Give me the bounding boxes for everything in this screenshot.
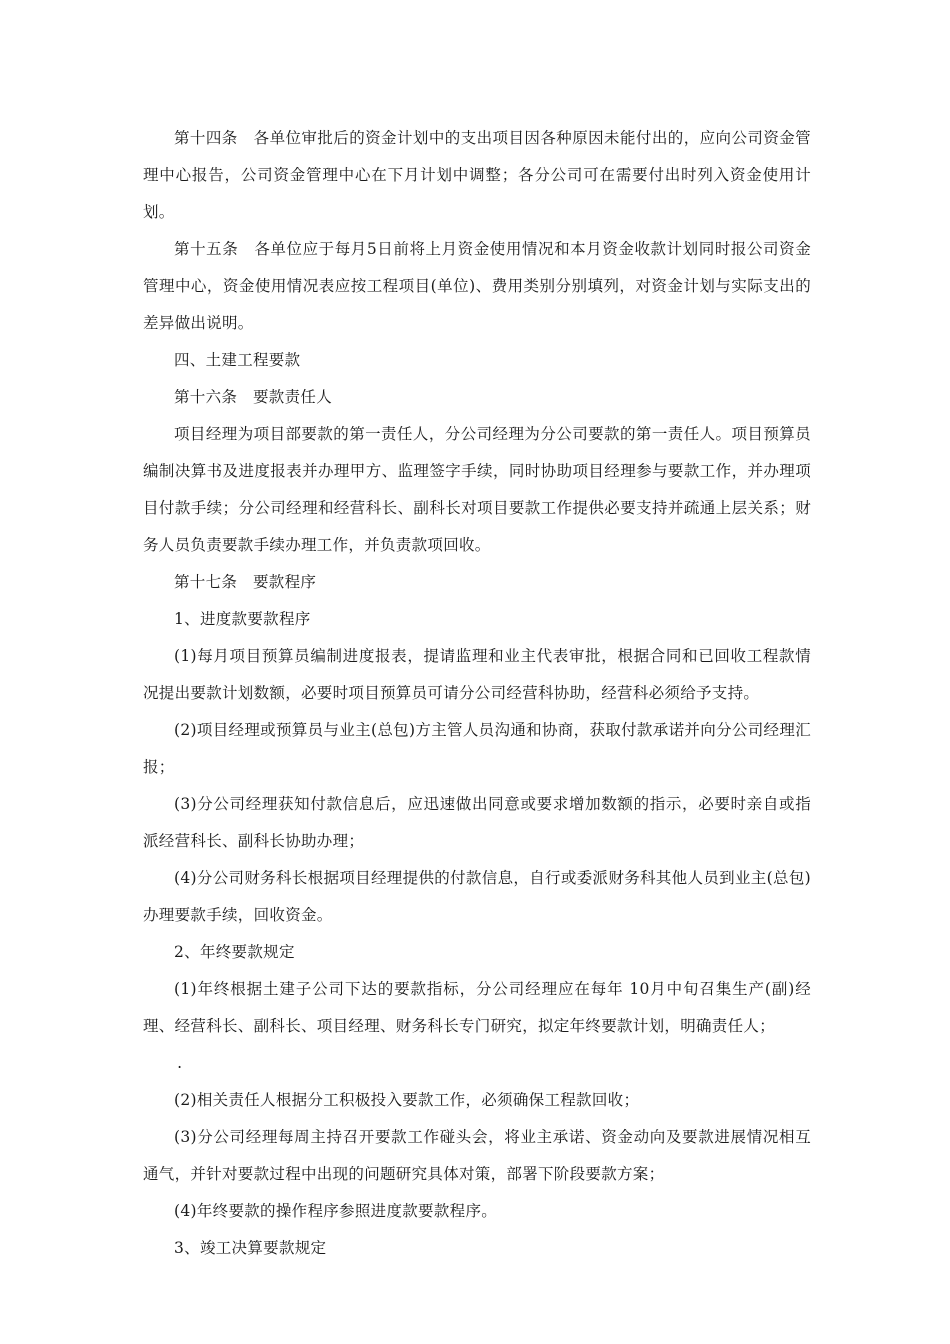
article-17-title: 第十七条 要款程序 (174, 573, 317, 591)
document-body (143, 120, 811, 1267)
subsection-2-item-2: (2)相关责任人根据分工积极投入要款工作，必须确保工程款回收； (174, 1091, 640, 1109)
subsection-1-heading: 1、进度款要款程序 (174, 610, 311, 628)
subsection-2-item-1: (1)年终根据土建子公司下达的要款指标，分公司经理应在每年 10月中旬召集生产(副)经理、经营科长、副科长、项目经理、财务科长专门研究，拟定年终要款计划，明确责任人； (143, 980, 811, 1035)
section-4-heading: 四、土建工程要款 (174, 351, 301, 369)
article-16-body: 项目经理为项目部要款的第一责任人，分公司经理为分公司要款的第一责任人。项目预算员编制决算书及进度报表并办理甲方、监理签字手续，同时协助项目经理参与要款工作，并办理项目付款手续；分公司经理和经营科长、副科长对项目要款工作提供必要支持并疏通上层关系；财务人员负责要款手续办理工作，并负责款项回收。 (143, 425, 811, 554)
subsection-1-item-2: (2)项目经理或预算员与业主(总包)方主管人员沟通和协商，获取付款承诺并向分公司经理汇报； (143, 721, 811, 776)
subsection-1-item-3: (3)分公司经理获知付款信息后，应迅速做出同意或要求增加数额的指示，必要时亲自或指派经营科长、副科长协助办理； (143, 795, 811, 850)
article-16-title: 第十六条 要款责任人 (174, 388, 333, 406)
stray-dot: . (177, 1054, 183, 1072)
subsection-2-heading: 2、年终要款规定 (174, 943, 295, 961)
subsection-2-item-4: (4)年终要款的操作程序参照进度款要款程序。 (174, 1202, 498, 1220)
subsection-1-item-1: (1)每月项目预算员编制进度报表，提请监理和业主代表审批，根据合同和已回收工程款情况提出要款计划数额，必要时项目预算员可请分公司经营科协助，经营科必须给予支持。 (143, 647, 811, 702)
subsection-3-heading: 3、竣工决算要款规定 (174, 1239, 327, 1257)
subsection-2-item-3: (3)分公司经理每周主持召开要款工作碰头会，将业主承诺、资金动向及要款进展情况相互通气，并针对要款过程中出现的问题研究具体对策，部署下阶段要款方案； (143, 1128, 811, 1183)
article-15: 第十五条 各单位应于每月5日前将上月资金使用情况和本月资金收款计划同时报公司资金管理中心，资金使用情况表应按工程项目(单位)、费用类别分别填列，对资金计划与实际支出的差异做出说明。 (143, 240, 811, 332)
subsection-1-item-4: (4)分公司财务科长根据项目经理提供的付款信息，自行或委派财务科其他人员到业主(总包)办理要款手续，回收资金。 (143, 869, 811, 924)
article-14: 第十四条 各单位审批后的资金计划中的支出项目因各种原因未能付出的，应向公司资金管理中心报告，公司资金管理中心在下月计划中调整；各分公司可在需要付出时列入资金使用计划。 (143, 129, 811, 221)
